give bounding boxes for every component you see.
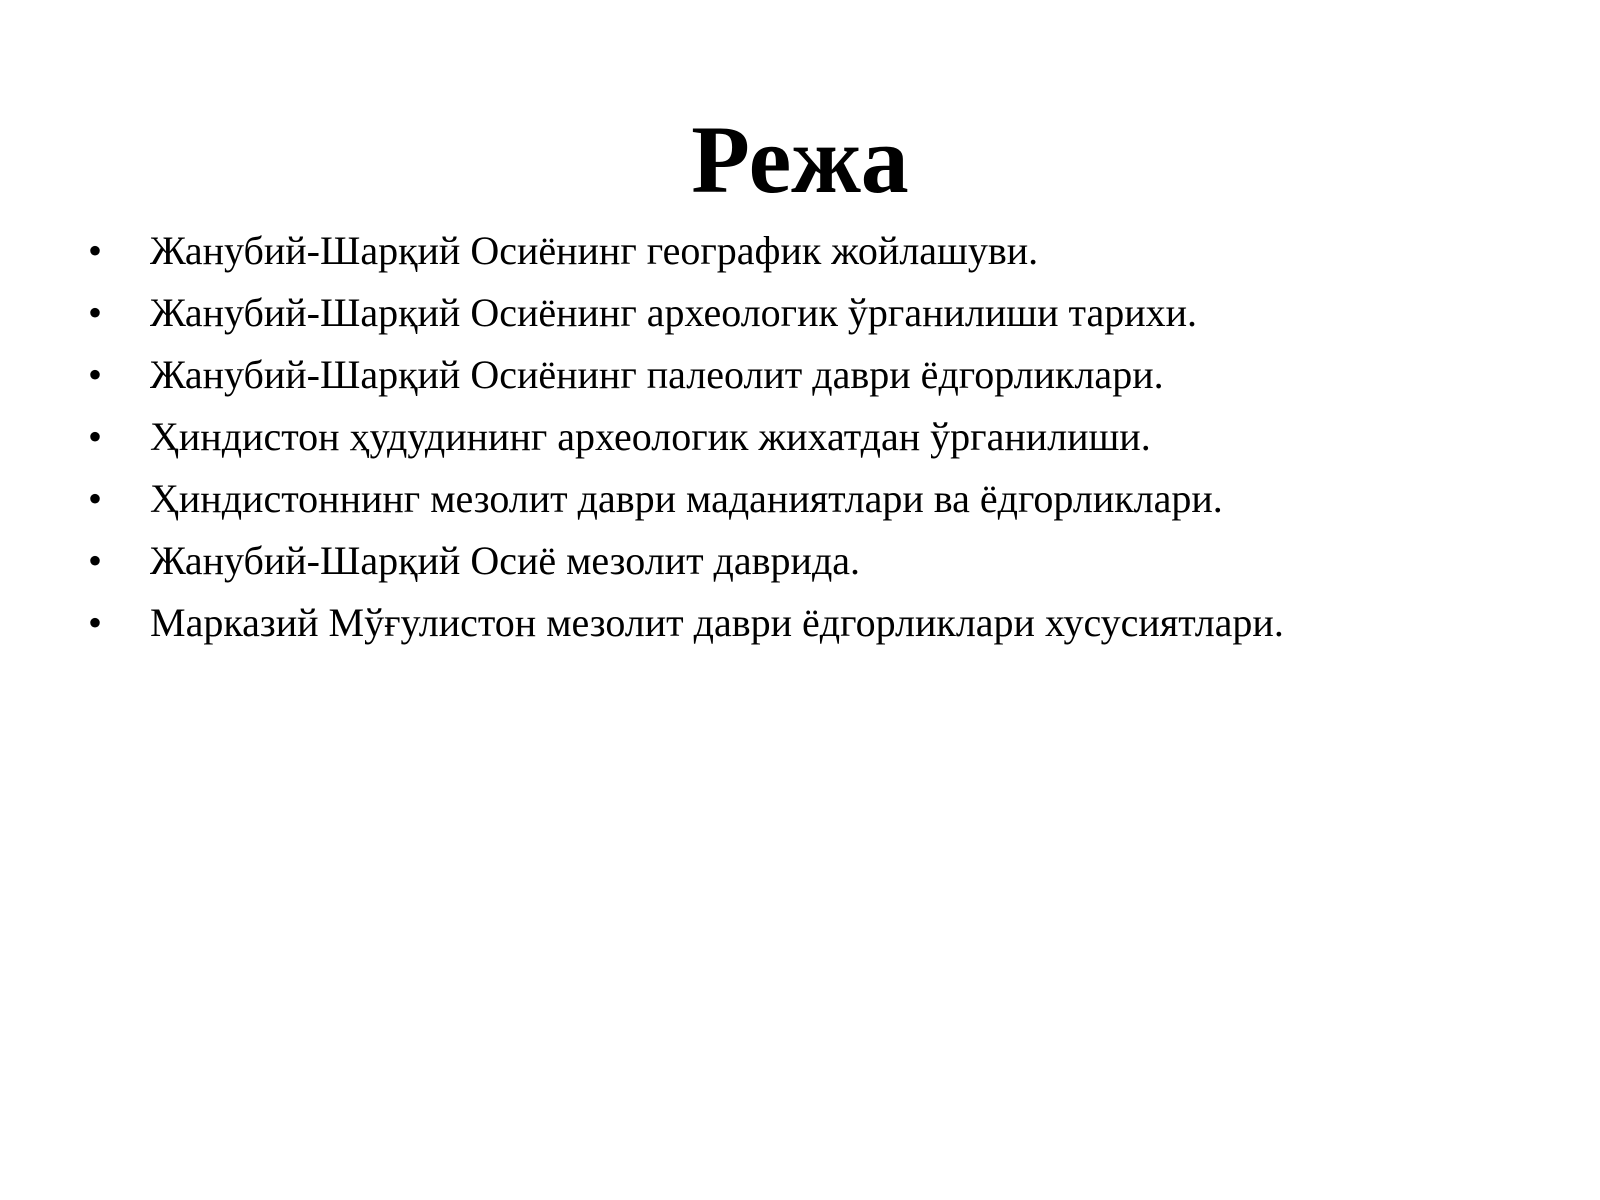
bullet-icon: • xyxy=(88,228,103,273)
list-item xyxy=(88,220,1568,282)
list-item-text: Жанубий-Шарқий Осиё мезолит даврида. xyxy=(150,538,861,583)
list-item xyxy=(88,282,1568,344)
list-item xyxy=(88,406,1568,468)
slide-title: Режа xyxy=(691,106,909,213)
list-item-text: Ҳиндистоннинг мезолит даври маданиятлари ва ёдгорликлари. xyxy=(150,476,1223,521)
bullet-list xyxy=(88,220,1568,654)
bullet-icon: • xyxy=(88,290,103,335)
list-item xyxy=(88,592,1568,654)
bullet-icon: • xyxy=(88,414,103,459)
list-item-text: Марказий Мўғулистон мезолит даври ёдгорликлари хусусиятлари. xyxy=(150,600,1284,645)
list-item xyxy=(88,530,1568,592)
bullet-icon: • xyxy=(88,352,103,397)
list-item-text: Жанубий-Шарқий Осиёнинг географик жойлашуви. xyxy=(150,228,1039,273)
list-item-text: Ҳиндистон ҳудудининг археологик жихатдан ўрганилиши. xyxy=(150,414,1151,459)
bullet-icon: • xyxy=(88,538,103,583)
list-item xyxy=(88,468,1568,530)
bullet-icon: • xyxy=(88,600,103,645)
bullet-icon: • xyxy=(88,476,103,521)
list-item xyxy=(88,344,1568,406)
list-item-text: Жанубий-Шарқий Осиёнинг палеолит даври ёдгорликлари. xyxy=(150,352,1164,397)
list-item-text: Жанубий-Шарқий Осиёнинг археологик ўрганилиши тарихи. xyxy=(150,290,1198,335)
